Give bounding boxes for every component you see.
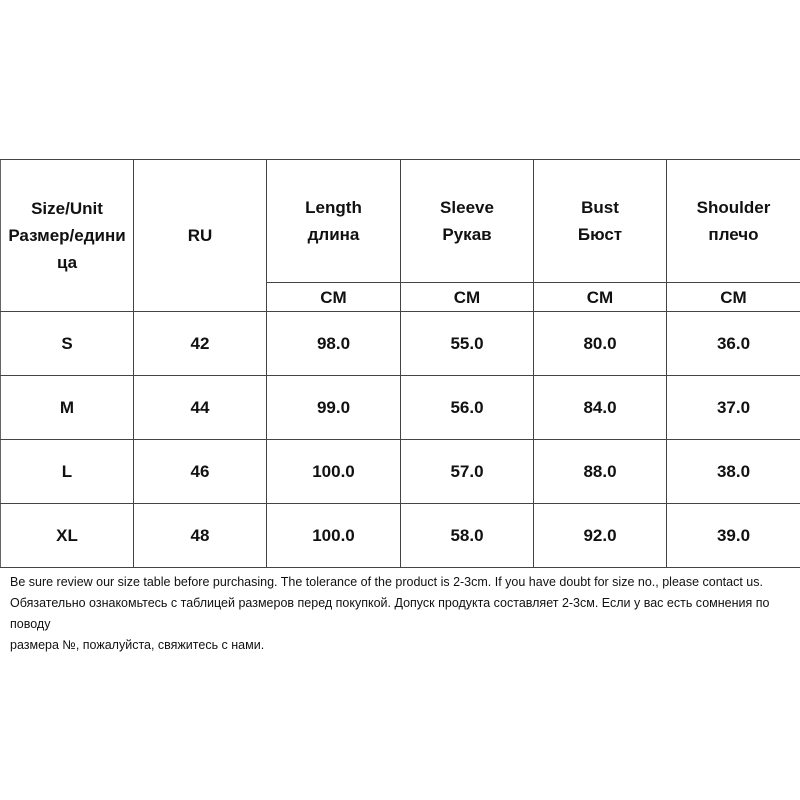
cell-shoulder: 38.0 [667, 440, 800, 504]
header-size-unit-ru: Размер/едини [8, 226, 126, 245]
unit-sleeve: CM [401, 283, 534, 312]
cell-length: 100.0 [267, 440, 401, 504]
cell-size: S [1, 312, 134, 376]
unit-length: CM [267, 283, 401, 312]
size-chart-table [0, 159, 800, 568]
header-size-unit-en: Size/Unit [31, 199, 103, 218]
cell-sleeve: 58.0 [401, 504, 534, 568]
header-length-ru: длина [307, 225, 360, 244]
note-english: Be sure review our size table before purchasing. The tolerance of the product is 2-3cm. If you have doubt for size no., please contact us. [10, 575, 763, 589]
header-sleeve [401, 160, 534, 283]
cell-bust: 84.0 [534, 376, 667, 440]
unit-bust: CM [534, 283, 667, 312]
cell-bust: 80.0 [534, 312, 667, 376]
header-length-en: Length [305, 198, 362, 217]
header-row [1, 160, 800, 283]
cell-size: M [1, 376, 134, 440]
note-russian-cont: размера №, пожалуйста, свяжитесь с нами. [10, 638, 265, 652]
header-sleeve-ru: Рукав [442, 225, 492, 244]
header-bust-en: Bust [581, 198, 619, 217]
cell-length: 100.0 [267, 504, 401, 568]
cell-ru: 48 [134, 504, 267, 568]
table-row [1, 504, 800, 568]
header-bust [534, 160, 667, 283]
cell-shoulder: 36.0 [667, 312, 800, 376]
cell-length: 99.0 [267, 376, 401, 440]
table-row [1, 376, 800, 440]
cell-ru: 46 [134, 440, 267, 504]
size-notes [10, 572, 800, 656]
cell-size: XL [1, 504, 134, 568]
cell-sleeve: 55.0 [401, 312, 534, 376]
cell-shoulder: 37.0 [667, 376, 800, 440]
cell-bust: 92.0 [534, 504, 667, 568]
header-shoulder [667, 160, 800, 283]
header-shoulder-ru: плечо [708, 225, 759, 244]
header-bust-ru: Бюст [577, 225, 623, 244]
header-ru: RU [134, 160, 267, 312]
table-row [1, 312, 800, 376]
cell-sleeve: 56.0 [401, 376, 534, 440]
cell-shoulder: 39.0 [667, 504, 800, 568]
unit-shoulder: CM [667, 283, 800, 312]
header-length [267, 160, 401, 283]
cell-ru: 44 [134, 376, 267, 440]
cell-sleeve: 57.0 [401, 440, 534, 504]
header-sleeve-en: Sleeve [440, 198, 494, 217]
header-size-unit-ru-cont: ца [56, 253, 78, 272]
table-row [1, 440, 800, 504]
header-shoulder-en: Shoulder [696, 198, 771, 217]
cell-bust: 88.0 [534, 440, 667, 504]
cell-length: 98.0 [267, 312, 401, 376]
cell-ru: 42 [134, 312, 267, 376]
cell-size: L [1, 440, 134, 504]
header-size-unit [1, 160, 134, 312]
note-russian: Обязательно ознакомьтесь с таблицей размеров перед покупкой. Допуск продукта составляет 2-3см. Если у вас есть сомнения по поводу [10, 596, 770, 631]
